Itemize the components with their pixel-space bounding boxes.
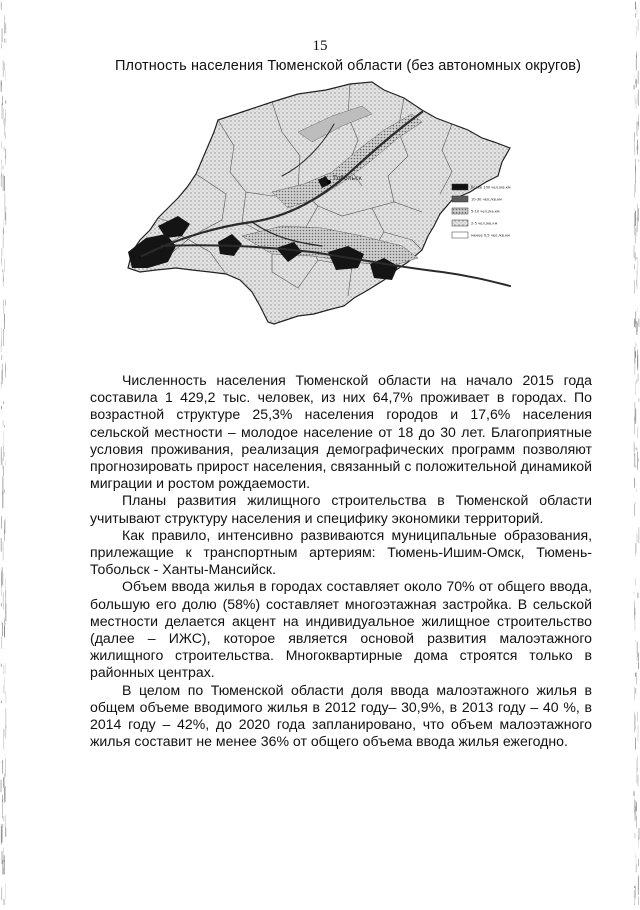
paragraph: В целом по Тюменской области доля ввода малоэтажного жилья в общем объеме вводимого жилья в 2012 году– 30,9%, в 2013 году – 40 %, в 2014 году – 42%, до 2020 года запланировано, что объем малоэтажного жилья составит не менее 36% от общего объема ввода жилья ежегодно. bbox=[90, 681, 592, 750]
map-title: Плотность населения Тюменской области (без автономных округов) bbox=[114, 58, 582, 74]
population-density-map bbox=[122, 76, 514, 344]
paragraph: Объем ввода жилья в городах составляет около 70% от общего ввода, большую его долю (58%) составляет многоэтажная застройка. В сельской местности делается акцент на индивидуальное жилищное строительство (далее – ИЖС), которое является основой развития малоэтажного жилищного строительства. Многоквартирные дома строятся только в районных центрах. bbox=[90, 578, 592, 681]
scan-edge-right bbox=[626, 0, 640, 905]
scan-edge-left bbox=[0, 0, 14, 905]
legend-swatch-2 bbox=[452, 196, 468, 202]
city-label: Тобольск bbox=[333, 175, 363, 182]
legend-label-5: менее 0,5 чел./кв.км bbox=[471, 233, 510, 238]
legend-label-3: 5-10 чел./кв.км bbox=[471, 209, 500, 214]
legend-label-2: 10-30 чел./кв.км bbox=[471, 197, 502, 202]
city-marker bbox=[327, 180, 331, 184]
legend-swatch-5 bbox=[452, 232, 468, 238]
legend-swatch-3 bbox=[452, 208, 468, 214]
legend-swatch-1 bbox=[452, 184, 468, 190]
paragraph: Как правило, интенсивно развиваются муниципальные образования, прилежащие к транспортным артериям: Тюмень-Ишим-Омск, Тюмень-Тобольск - Ханты-Мансийск. bbox=[90, 526, 592, 578]
region-outline bbox=[128, 82, 510, 324]
legend-label-1: более 100 чел./кв.км bbox=[471, 185, 511, 190]
body-text bbox=[90, 372, 592, 750]
paragraph: Планы развития жилищного строительства в Тюменской области учитывают структуру населения и специфику экономики территорий. bbox=[90, 492, 592, 526]
legend-label-4: 2-5 чел./кв.км bbox=[471, 221, 498, 226]
legend-swatch-4 bbox=[452, 220, 468, 226]
page-number: 15 bbox=[312, 38, 328, 54]
paragraph: Численность населения Тюменской области на начало 2015 года составила 1 429,2 тыс. человек, из них 64,7% проживает в городах. По возрастной структуре 25,3% населения городов и 17,6% населения сельской местности – молодое население от 18 до 30 лет. Благоприятные условия проживания, реализация демографических программ позволяют прогнозировать прирост населения, связанный с положительной динамикой миграции и ростом рождаемости. bbox=[90, 372, 592, 492]
